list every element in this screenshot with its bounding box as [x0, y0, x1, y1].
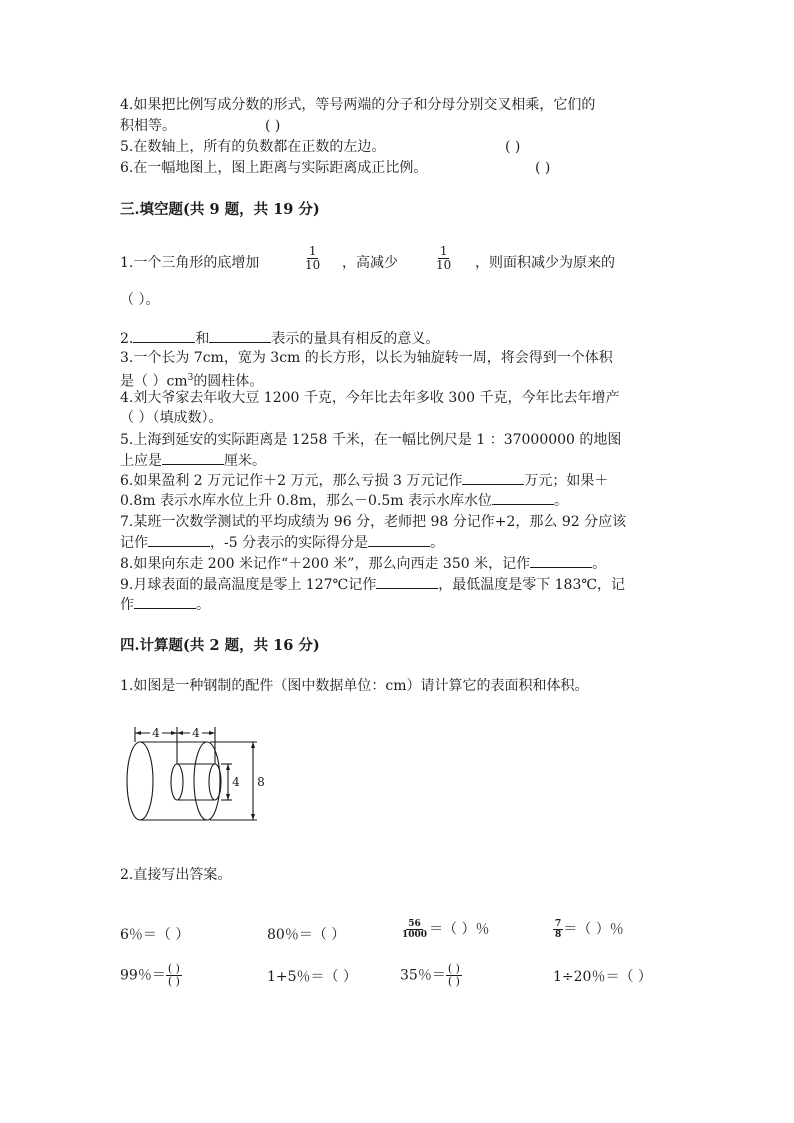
fill-q9-blank-1[interactable] [376, 574, 438, 589]
calc-row2-a[interactable]: 99％＝ $\frac{( )}{( )}$ [120, 962, 180, 988]
outer-cylinder-right-arc [194, 742, 207, 820]
fill-q7-line2: 记作 ，-5 分表示的实际得分是 。 [120, 532, 444, 553]
judge-q6-answer[interactable]: ( ) [535, 160, 551, 176]
fill-q8-blank[interactable] [530, 553, 592, 568]
fill-q6-blank-2[interactable] [492, 490, 554, 505]
calc-row1-a[interactable]: 6％＝（ ） [120, 927, 190, 943]
calc-q2: 2.直接写出答案。 [120, 867, 232, 883]
fill-q2-blank-1[interactable] [133, 328, 195, 343]
fill-q9-line2: 作 。 [120, 594, 210, 615]
fill-q6-blank-1[interactable] [462, 470, 524, 485]
calc-row2-d[interactable]: 1÷20％＝（ ） [553, 969, 652, 985]
calc-row2-b[interactable]: 1+5％＝（ ） [267, 969, 357, 985]
judge-q5: 5.在数轴上，所有的负数都在正数的左边。 [120, 139, 386, 155]
fill-q5-blank[interactable] [162, 450, 224, 465]
judge-q4-line1: 4.如果把比例写成分数的形式，等号两端的分子和分母分别交叉相乘，它们的 [120, 97, 596, 113]
fill-q3-line1: 3.一个长为 7cm，宽为 3cm 的长方形，以长为轴旋转一周，将会得到一个体积 [120, 350, 613, 366]
judge-q5-answer[interactable]: ( ) [505, 139, 521, 155]
calc-row1-b[interactable]: 80％＝（ ） [267, 927, 346, 943]
calc-row2-c[interactable]: 35％＝ $\frac{( )}{( )}$ [400, 962, 460, 988]
fill-q9-line1: 9.月球表面的最高温度是零上 127℃记作 ，最低温度是零下 183℃，记 [120, 574, 625, 595]
fill-q2-blank-2[interactable] [209, 328, 271, 343]
fill-q7-blank-1[interactable] [148, 532, 210, 547]
fill-q3-line2: 是（ ）$cm^3$的圆柱体。 [120, 373, 264, 390]
dim-label-top-1: 4 [152, 726, 160, 740]
cylinder-part-diagram [120, 725, 270, 830]
inner-tube-inner-opening [171, 764, 183, 800]
inner-tube-right-end [209, 764, 221, 800]
fill-q6-line2: 0.8m 表示水库水位上升 0.8m，那么－0.5m 表示水库水位 。 [120, 490, 568, 511]
calc-row1-d[interactable]: $\frac{7}{8}$ ＝（ ）％ [555, 919, 624, 940]
fill-q8: 8.如果向东走 200 米记作“＋200 米”，那么向西走 350 米，记作 。 [120, 553, 606, 574]
dim-label-top-2: 4 [192, 726, 200, 740]
section-calc-title: 四.计算题(共 2 题，共 16 分) [120, 637, 320, 654]
fill-q4-line1: 4.刘大爷家去年收大豆 1200 千克，今年比去年多收 300 千克，今年比去年增产 [120, 390, 620, 406]
fill-q6-line1: 6.如果盈利 2 万元记作＋2 万元，那么亏损 3 万元记作 万元；如果＋ [120, 470, 608, 491]
fill-q1-fraction-1: $\frac{1}{10}$ [305, 244, 321, 272]
fill-q1-fraction-2: $\frac{1}{10}$ [436, 244, 452, 272]
fill-q1-c: ，则面积减少为原来的 [475, 255, 615, 271]
judge-q4-line2: 积相等。 [120, 118, 176, 134]
fill-q1-b: ，高减少 [342, 255, 398, 271]
judge-q4-answer[interactable]: ( ) [265, 118, 281, 134]
fill-q1-a: 1.一个三角形的底增加 [120, 255, 260, 271]
fill-q7-blank-2[interactable] [368, 532, 430, 547]
dim-label-outer: 8 [257, 775, 265, 789]
fill-q7-line1: 7.某班一次数学测试的平均成绩为 96 分，老师把 98 分记作+2，那么 92 分应该 [120, 514, 627, 530]
fill-q9-blank-2[interactable] [134, 594, 196, 609]
outer-cylinder-left-end [127, 742, 153, 820]
fill-q4-line2[interactable]: （ ）（填成数）。 [120, 410, 223, 426]
judge-q6: 6.在一幅地图上，图上距离与实际距离成正比例。 [120, 160, 428, 176]
section-fill-title: 三.填空题(共 9 题，共 19 分) [120, 201, 320, 218]
fill-q1-d[interactable]: （ ）。 [120, 292, 160, 308]
fill-q5-line1: 5.上海到延安的实际距离是 1258 千米，在一幅比例尺是 1 ：37000000 的地图 [120, 432, 622, 448]
calc-row1-c[interactable]: $\frac{56}{1000}$ ＝（ ）％ [402, 919, 490, 940]
fill-q5-line2: 上应是 厘米。 [120, 450, 266, 471]
fill-q2: 2. 和 表示的量具有相反的意义。 [120, 328, 439, 349]
dim-label-inner: 4 [232, 775, 240, 789]
calc-q1: 1.如图是一种钢制的配件（图中数据单位：cm）请计算它的表面积和体积。 [120, 678, 589, 694]
